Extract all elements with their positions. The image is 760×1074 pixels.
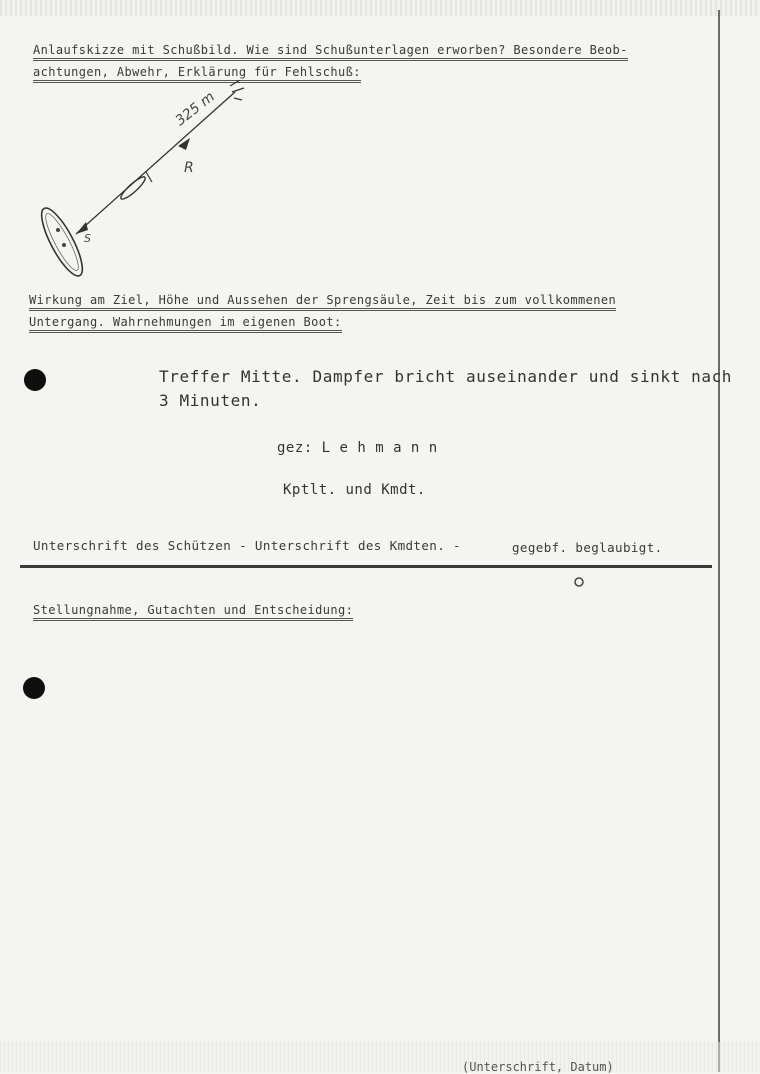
target-label: S xyxy=(84,232,91,245)
r-label: R xyxy=(184,160,194,176)
right-margin-rule xyxy=(718,10,720,1072)
section2-heading-line1: Wirkung am Ziel, Höhe und Aussehen der Sprengsäule, Zeit bis zum vollkommenen xyxy=(29,293,616,311)
signature-caption: Unterschrift des Schützen - Unterschrift des Kmdten. - xyxy=(33,538,461,553)
attack-sketch xyxy=(30,80,250,280)
target-ship-icon xyxy=(34,203,89,280)
section3-heading: Stellungnahme, Gutachten und Entscheidung: xyxy=(33,603,353,621)
punch-hole xyxy=(24,369,46,391)
scan-noise-top xyxy=(0,0,760,16)
section1-heading-line2: achtungen, Abwehr, Erklärung für Fehlschuß: xyxy=(33,65,361,83)
certified-note: gegebf. beglaubigt. xyxy=(512,540,663,555)
rank-title: Kptlt. und Kmdt. xyxy=(283,482,426,498)
section1-heading-line1: Anlaufskizze mit Schußbild. Wie sind Schußunterlagen erworben? Besondere Beob- xyxy=(33,43,628,61)
punch-hole xyxy=(23,677,45,699)
section-divider xyxy=(20,565,712,568)
footer-note: (Unterschrift, Datum) xyxy=(462,1060,614,1074)
stamp-mark-icon xyxy=(573,576,585,588)
section2-heading-line2: Untergang. Wahrnehmungen im eigenen Boot: xyxy=(29,315,342,333)
report-line2: 3 Minuten. xyxy=(159,391,262,410)
range-label: 325 m xyxy=(172,88,218,130)
torpedo-track-icon xyxy=(76,80,244,234)
scan-noise-bottom xyxy=(0,1042,760,1072)
signed-by: gez: L e h m a n n xyxy=(277,440,438,456)
report-line1: Treffer Mitte. Dampfer bricht auseinander und sinkt nach xyxy=(159,367,733,386)
